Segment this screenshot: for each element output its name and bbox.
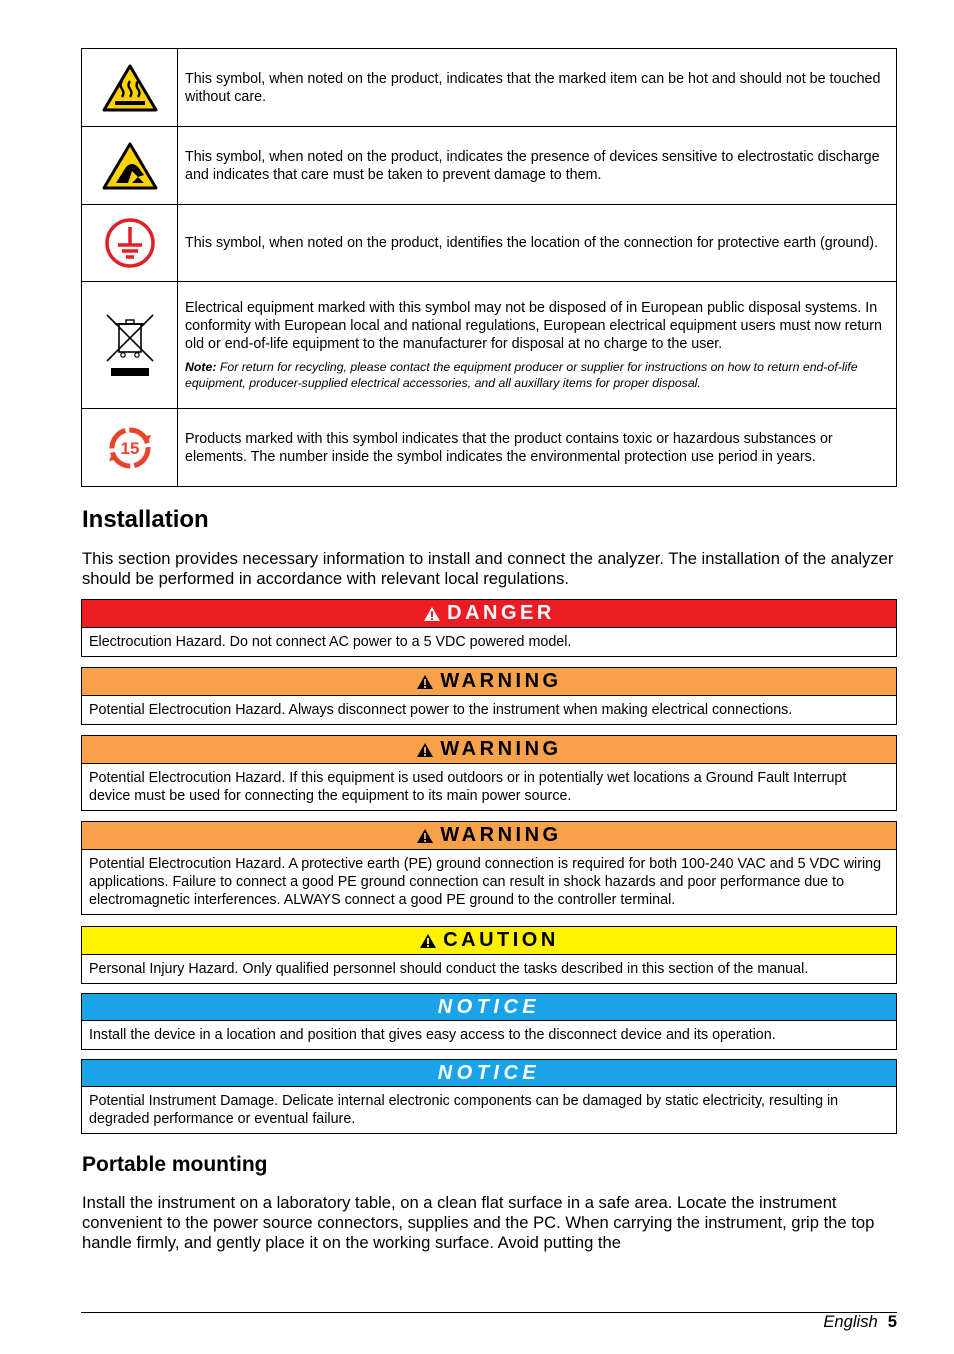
symbol-table: [81, 48, 897, 487]
page-footer: [823, 1312, 897, 1332]
warning-triangle-icon: [416, 828, 434, 844]
esd-icon: [102, 141, 158, 191]
weee-note: [185, 359, 889, 391]
warning-box: [81, 821, 897, 915]
hazard-label: NOTICE: [437, 995, 541, 1018]
notice-box: [81, 993, 897, 1050]
symbol-description: This symbol, when noted on the product, indicates that the marked item can be hot and should not be touched without care.: [178, 49, 897, 127]
footer-divider: [81, 1312, 897, 1313]
symbol-row: [82, 205, 897, 282]
hazard-text: Potential Electrocution Hazard. If this equipment is used outdoors or in potentially wet locations a Ground Fault Interrupt device must be used for connecting the equipment to its main power source.: [89, 770, 847, 804]
epup-15-icon: [105, 423, 155, 473]
installation-intro: This section provides necessary information to install and connect the analyzer. The installation of the analyzer should be performed in accordance with relevant local regulations.: [82, 549, 894, 588]
warning-triangle-icon: [416, 742, 434, 758]
epup-number: 15: [120, 438, 139, 458]
symbol-icon-cell: [82, 282, 178, 409]
symbol-icon-cell: [82, 409, 178, 487]
hazard-label: WARNING: [440, 824, 562, 846]
symbol-description: Products marked with this symbol indicates that the product contains toxic or hazardous substances or elements. The number inside the symbol indicates the environmental protection use period in years.: [178, 409, 897, 487]
symbol-icon-cell: [82, 49, 178, 127]
hazard-text: Personal Injury Hazard. Only qualified personnel should conduct the tasks described in this section of the manual.: [89, 961, 809, 977]
hazard-label: WARNING: [440, 738, 562, 760]
note-text: For return for recycling, please contact the equipment producer or supplier for instructions on how to return end-of-life equipment, producer-supplied electrical accessories, and all auxillary items for proper disposal.: [185, 360, 858, 390]
symbol-row: [82, 49, 897, 127]
symbol-description: [178, 282, 897, 409]
protective-earth-icon: [104, 217, 156, 269]
symbol-icon-cell: [82, 127, 178, 205]
hazard-label: DANGER: [447, 602, 555, 624]
section-title: Installation: [82, 506, 209, 533]
hazard-text: Potential Electrocution Hazard. A protective earth (PE) ground connection is required for both 100-240 VAC and 5 VDC wiring applications. Failure to connect a good PE ground connection can result in shock hazards and poor performance due to electromagnetic interferences. ALWAYS connect a good PE ground to the controller terminal.: [89, 856, 882, 908]
warning-triangle-icon: [423, 606, 441, 622]
warning-triangle-icon: [419, 933, 437, 949]
hazard-header: [82, 994, 896, 1021]
notice-box: [81, 1059, 897, 1134]
symbol-row: [82, 409, 897, 487]
hazard-label: NOTICE: [437, 1061, 541, 1084]
weee-bin-icon: [103, 312, 157, 378]
note-label: Note:: [185, 360, 217, 374]
weee-text: Electrical equipment marked with this symbol may not be disposed of in European public disposal systems. In conformity with European local and national regulations, European electrical equipment users must now return old or end-of-life equipment to the manufacturer for disposal at no charge to the user.: [185, 300, 882, 352]
hazard-header: [82, 736, 896, 764]
page-number: 5: [887, 1312, 897, 1331]
subsection-title: Portable mounting: [82, 1153, 268, 1176]
danger-box: [81, 599, 897, 657]
hazard-header: [82, 1060, 896, 1087]
hazard-label: CAUTION: [443, 929, 559, 951]
hazard-text: Potential Instrument Damage. Delicate internal electronic components can be damaged by static electricity, resulting in degraded performance or eventual failure.: [89, 1093, 839, 1127]
caution-box: [81, 926, 897, 984]
hazard-header: [82, 668, 896, 696]
symbol-description: This symbol, when noted on the product, indicates the presence of devices sensitive to electrostatic discharge and indicates that care must be taken to prevent damage to them.: [178, 127, 897, 205]
portable-mounting-text: Install the instrument on a laboratory table, on a clean flat surface in a safe area. Locate the instrument convenient to the power source connectors, supplies and the PC. When carrying the instrument, grip the top handle firmly, and gently place it on the working surface. Avoid putting the: [82, 1193, 875, 1252]
hazard-text: Install the device in a location and position that gives easy access to the disconnect device and its operation.: [89, 1027, 776, 1043]
hazard-label: WARNING: [440, 670, 562, 692]
warning-box: [81, 735, 897, 811]
symbol-row: [82, 127, 897, 205]
symbol-description: This symbol, when noted on the product, identifies the location of the connection for protective earth (ground).: [178, 205, 897, 282]
footer-language: English: [823, 1312, 878, 1331]
hazard-text: Potential Electrocution Hazard. Always disconnect power to the instrument when making electrical connections.: [89, 702, 793, 718]
hazard-text: Electrocution Hazard. Do not connect AC power to a 5 VDC powered model.: [89, 634, 572, 650]
symbol-row: [82, 282, 897, 409]
hazard-header: [82, 822, 896, 850]
warning-triangle-icon: [416, 674, 434, 690]
hot-surface-icon: [102, 63, 158, 113]
hazard-header: [82, 600, 896, 628]
hazard-header: [82, 927, 896, 955]
warning-box: [81, 667, 897, 725]
symbol-icon-cell: [82, 205, 178, 282]
